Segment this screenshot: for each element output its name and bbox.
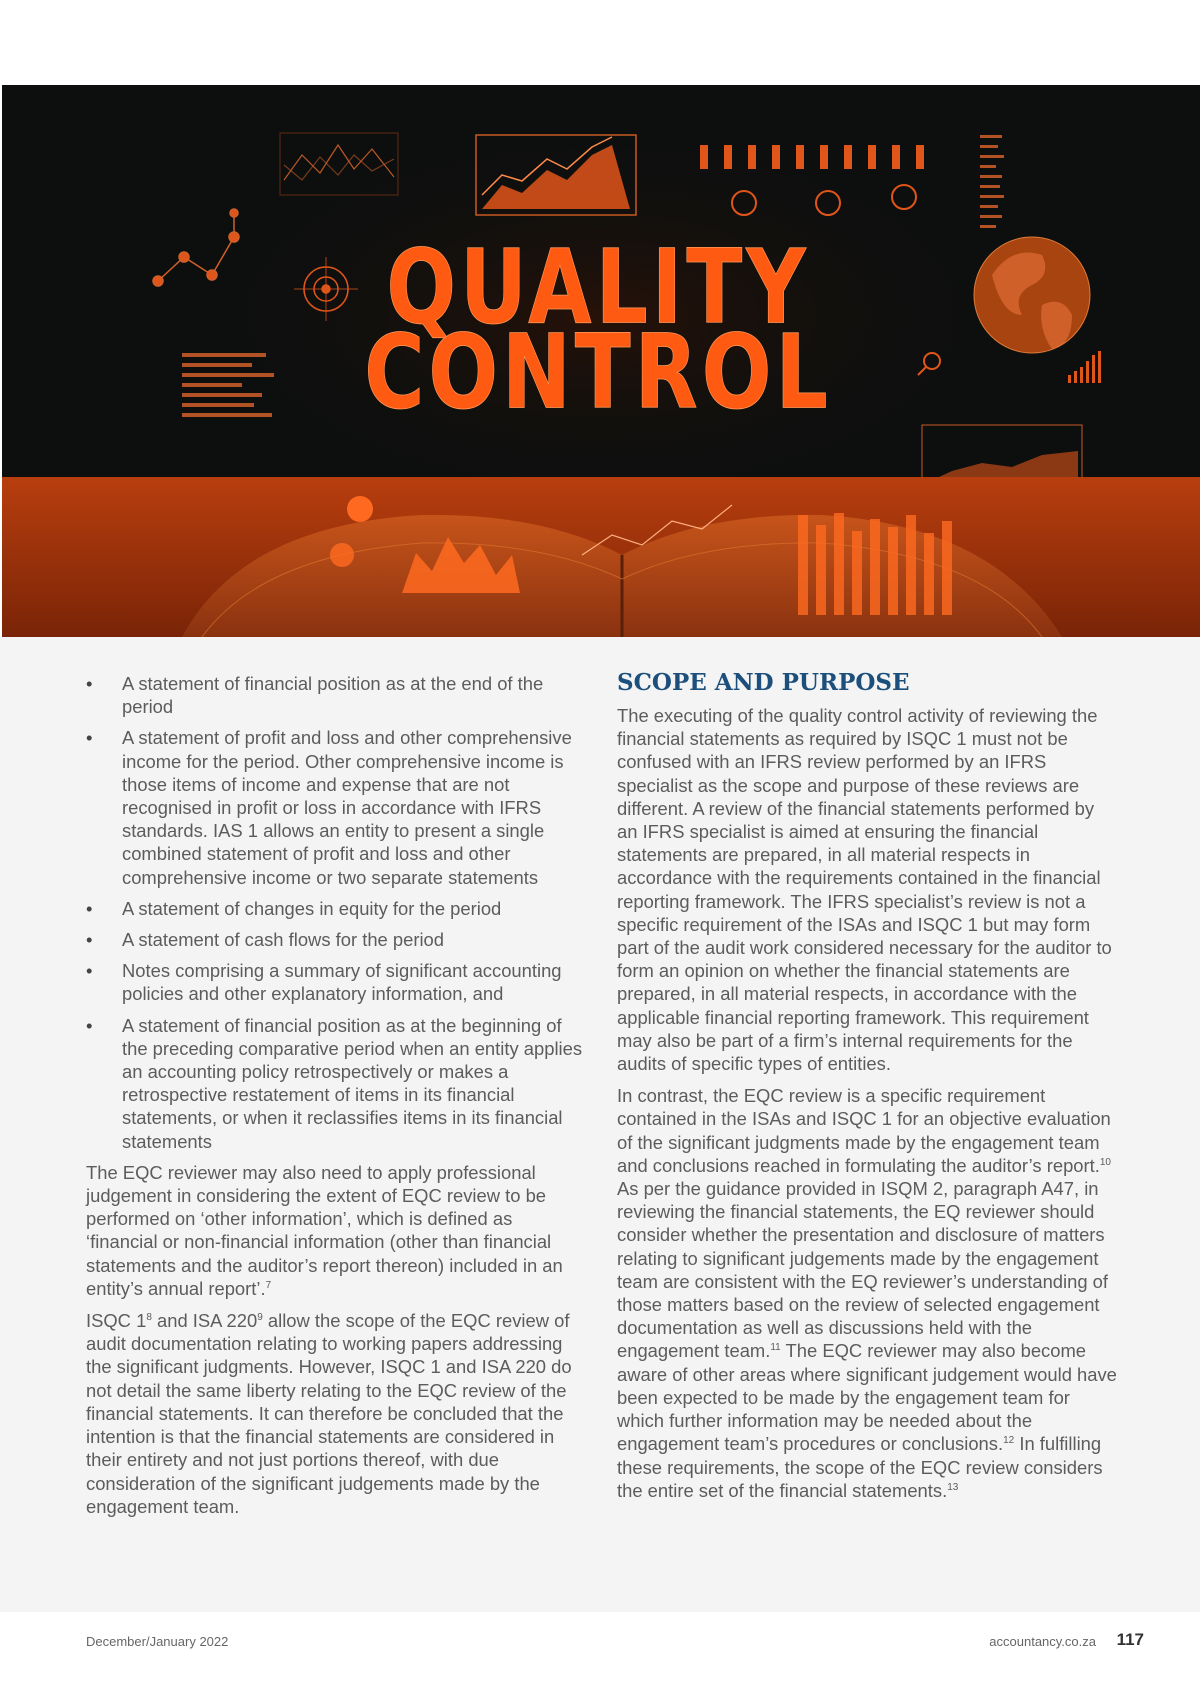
footnote-ref: 10 — [1099, 1156, 1111, 1168]
footnote-ref: 12 — [1003, 1435, 1015, 1447]
paragraph-isqc-scope: ISQC $1^8$ and ISA $220^9$ allow the scope of the EQC review of audit documentation relating to working papers addressing the significant judgments. However, ISQC 1 and ISA 220 do not detail the same liberty relating to the EQC review of the financial statements. It can therefore be concluded that the intention is that the financial statements are considered in their entirety and not just portions thereof, with due consideration of the significant judgements made by the engagement team. — [86, 1310, 572, 1517]
paragraph-eqc-review: In contrast, the EQC review is a specific requirement contained in the ISAs and ISQC 1 for an objective evaluation of the significant judgments made by the engagement team and conclusions reached in formulating the auditor’s report.$^{10}$ As per the guidance provided in ISQM 2, paragraph A47, in reviewing the financial statements, the EQ reviewer should consider whether the presentation and disclosure of matters relating to significant judgements made by the engagement team are consistent with the EQ reviewer’s understanding of those matters based on the review of selected engagement documentation as well as discussions held with the engagement team.$^{11}$ The EQC reviewer may also become aware of other areas where significant judgement would have been expected to be made by the engagement team for which further information may be needed about the engagement team’s procedures or conclusions.$^{12}$ In fulfilling these requirements, the scope of the EQC review considers the entire set of the financial statements.$^{13}$ — [617, 1085, 1117, 1501]
list-item: • Notes comprising a summary of significant accounting policies and other explanatory information, and — [86, 959, 586, 1005]
hero-title-line2: CONTROL — [364, 312, 832, 432]
footnote-ref: 8 — [146, 1311, 152, 1323]
quality-control-illustration — [2, 85, 1200, 637]
paragraph-ifrs-review: The executing of the quality control activity of reviewing the financial statements as required by ISQC 1 must not be confused with an IFRS review performed by an IFRS specialist as the scope and purpose of these reviews are different. A review of the financial statements performed by an IFRS specialist is aimed at ensuring the financial statements are prepared, in all material respects in accordance with the requirements contained in the financial reporting framework. The IFRS specialist’s review is not a specific requirement of the ISAs and ISQC 1 but may form part of the audit work considered necessary for the auditor to form an opinion on whether the financial statements are prepared, in all material respects, in accordance with the applicable financial reporting framework. This requirement may also be part of a firm’s internal requirements for the audits of specific types of entities. — [617, 705, 1112, 1075]
footnote-ref: 13 — [947, 1481, 959, 1493]
footnote-ref: 9 — [257, 1311, 263, 1323]
list-item: • A statement of financial position as at the end of the period — [86, 672, 586, 718]
list-item: • A statement of changes in equity for the period — [86, 897, 586, 920]
footer-website[interactable]: accountancy.co.za — [989, 1634, 1096, 1649]
financial-statements-list — [86, 672, 586, 1153]
list-item: • A statement of profit and loss and other comprehensive income for the period. Other comprehensive income is those items of income and expense that are not recognised in profit or loss in accordance with IFRS standards. IAS 1 allows an entity to present a single combined statement of profit and loss and other comprehensive income or two separate statements — [86, 726, 586, 888]
top-margin — [0, 0, 1200, 85]
page-number: 117 — [1116, 1630, 1144, 1649]
footnote-ref: 11 — [770, 1342, 781, 1354]
left-column — [86, 672, 586, 1527]
footer-issue: December/January 2022 — [86, 1634, 229, 1649]
list-item: • A statement of cash flows for the period — [86, 928, 586, 951]
right-column — [617, 669, 1117, 1511]
section-heading: SCOPE AND PURPOSE — [617, 669, 910, 696]
paragraph-other-information: The EQC reviewer may also need to apply professional judgement in considering the extent of EQC review to be performed on ‘other information’, which is defined as ‘financial or non-financial information (other than financial statements and the auditor’s report thereon) included in an entity’s annual report’.$^7$ — [86, 1161, 563, 1299]
list-item: • A statement of financial position as at the beginning of the preceding comparative period when an entity applies an accounting policy retrospectively or makes a retrospective restatement of items in its financial statements, or when it reclassifies items in its financial statements — [86, 1014, 586, 1153]
footnote-ref: 7 — [265, 1279, 272, 1291]
globe-icon — [974, 237, 1090, 353]
hero-title-line1: QUALITY — [386, 227, 810, 347]
hero-image — [2, 85, 1200, 637]
